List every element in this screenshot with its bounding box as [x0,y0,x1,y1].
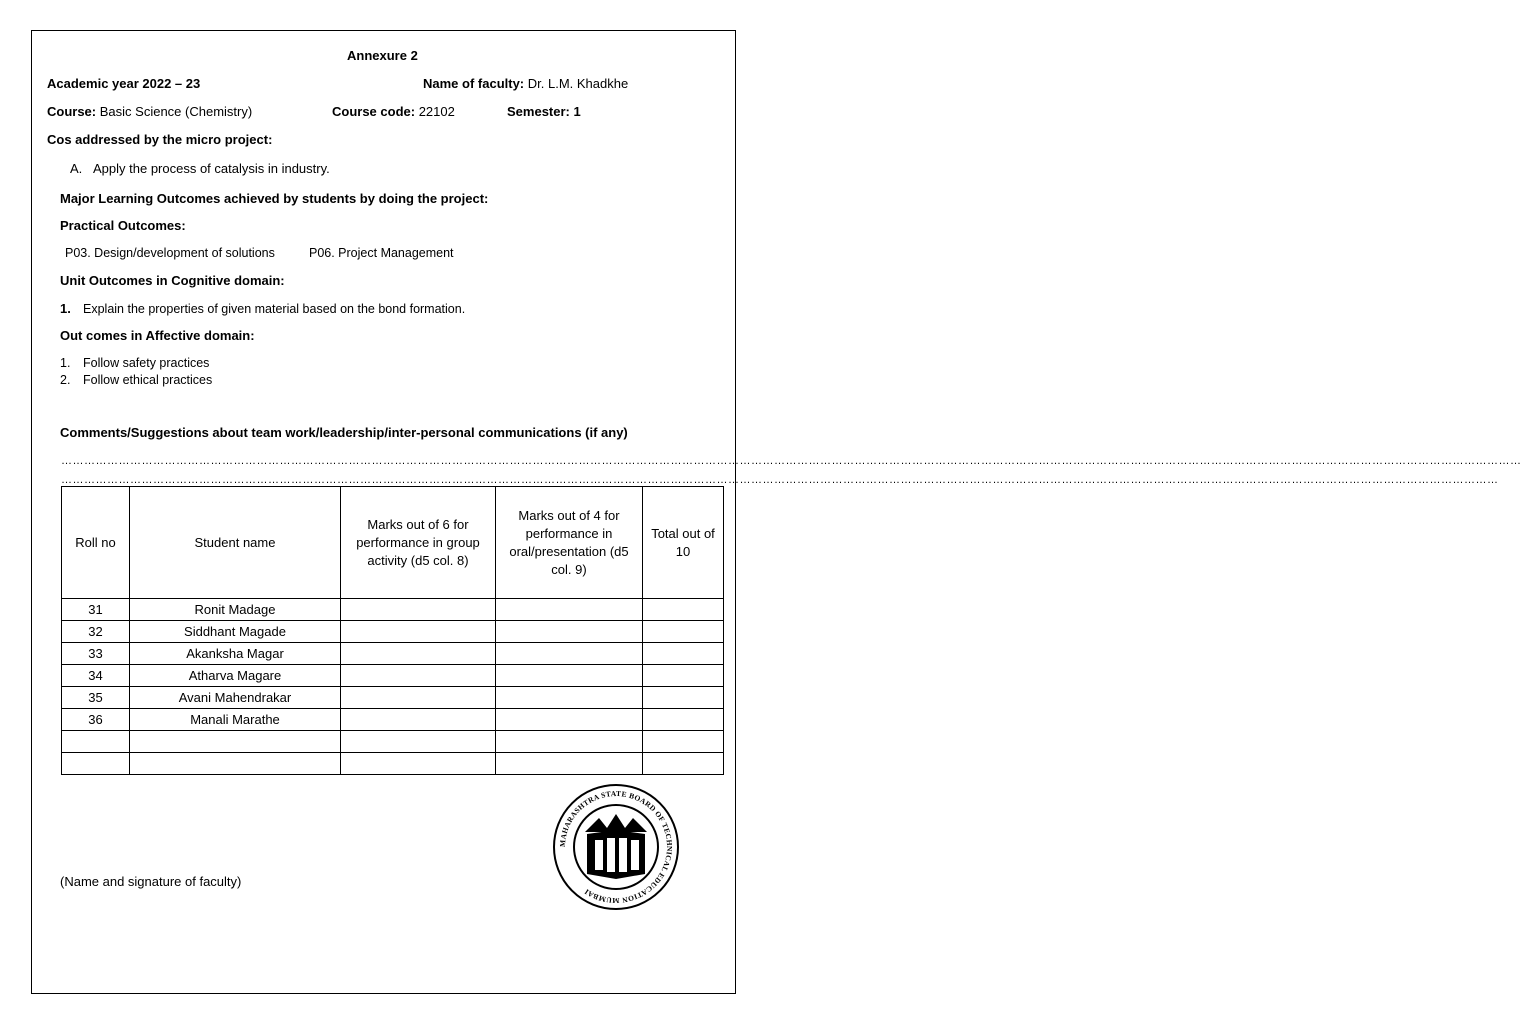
roll-cell [62,731,130,753]
roll-cell: 35 [62,687,130,709]
total-cell [643,599,724,621]
faculty-signature-label: (Name and signature of faculty) [60,874,242,889]
comments-heading: Comments/Suggestions about team work/leadership/inter-personal communications (if any) [60,425,628,440]
total-cell [643,687,724,709]
course [47,104,252,120]
group-marks-cell [341,599,496,621]
comments-line-2: …………………………………………………………………………………………………………………………………………………………………………………………………………………………………………………………………………………………………………………………………………… [61,474,1499,486]
name-cell: Ronit Madage [130,599,341,621]
table-row [62,731,724,753]
header-group-marks: Marks out of 6 for performance in group activity (d5 col. 8) [341,487,496,599]
msbte-seal-icon [551,782,681,912]
name-cell: Avani Mahendrakar [130,687,341,709]
name-cell: Akanksha Magar [130,643,341,665]
total-cell [643,643,724,665]
course-code-label: Course code: [332,104,416,119]
name-cell [130,753,341,775]
header-student-name: Student name [130,487,341,599]
name-cell: Siddhant Magade [130,621,341,643]
semester: Semester: 1 [507,104,581,119]
course-code [332,104,455,120]
roll-cell: 36 [62,709,130,731]
total-cell [643,731,724,753]
group-marks-cell [341,731,496,753]
group-marks-cell [341,753,496,775]
marks-table-header [62,487,724,599]
cognitive-heading: Unit Outcomes in Cognitive domain: [60,273,285,288]
cognitive-item-text: Explain the properties of given material based on the bond formation. [83,302,466,316]
comments-line-1: ………………………………………………………………………………………………………………………………………………………………………………………………………………………………………………………………………………………………………………………………………………… [61,455,1522,467]
oral-marks-cell [496,709,643,731]
affective-item-2-text: Follow ethical practices [83,373,213,387]
name-cell: Manali Marathe [130,709,341,731]
roll-cell: 33 [62,643,130,665]
name-cell [130,731,341,753]
oral-marks-cell [496,599,643,621]
group-marks-cell [341,687,496,709]
faculty-label: Name of faculty: [423,76,525,91]
major-outcomes-heading: Major Learning Outcomes achieved by students by doing the project: [60,191,489,206]
cos-item-marker: A. [70,161,83,176]
faculty-value: Dr. L.M. Khadkhe [527,76,629,91]
header-total: Total out of 10 [643,487,724,599]
total-cell [643,665,724,687]
roll-cell: 31 [62,599,130,621]
cos-item-text: Apply the process of catalysis in industry. [93,161,330,176]
total-cell [643,709,724,731]
faculty-name [423,76,628,92]
total-cell [643,753,724,775]
group-marks-cell [341,643,496,665]
table-row [62,687,724,709]
group-marks-cell [341,665,496,687]
course-value: Basic Science (Chemistry) [99,104,253,119]
document-title: Annexure 2 [347,48,418,63]
roll-cell: 32 [62,621,130,643]
affective-item-1-text: Follow safety practices [83,356,210,370]
table-row [62,753,724,775]
affective-item-2-marker: 2. [60,373,71,387]
oral-marks-cell [496,665,643,687]
group-marks-cell [341,709,496,731]
cognitive-item-marker: 1. [60,301,71,316]
oral-marks-cell [496,687,643,709]
table-row [62,599,724,621]
practical-outcome-2: P06. Project Management [309,246,454,260]
seal-emblem [585,814,647,879]
table-row [62,621,724,643]
oral-marks-cell [496,753,643,775]
affective-item-1-marker: 1. [60,356,71,370]
cos-heading: Cos addressed by the micro project: [47,132,273,147]
practical-outcome-1: P03. Design/development of solutions [65,246,275,260]
group-marks-cell [341,621,496,643]
oral-marks-cell [496,643,643,665]
seal-text: MAHARASHTRA STATE BOARD OF TECHNICAL EDUCATION MUMBAI [557,788,675,906]
total-cell [643,621,724,643]
academic-year: Academic year 2022 – 23 [47,76,201,91]
oral-marks-cell [496,731,643,753]
course-label: Course: [47,104,97,119]
table-row [62,665,724,687]
affective-heading: Out comes in Affective domain: [60,328,255,343]
roll-cell [62,753,130,775]
roll-cell: 34 [62,665,130,687]
table-row [62,643,724,665]
practical-outcomes-heading: Practical Outcomes: [60,218,186,233]
course-code-value: 22102 [418,104,455,119]
table-row [62,709,724,731]
name-cell: Atharva Magare [130,665,341,687]
header-oral-marks: Marks out of 4 for performance in oral/presentation (d5 col. 9) [496,487,643,599]
header-roll-no: Roll no [62,487,130,599]
marks-table [61,486,724,775]
oral-marks-cell [496,621,643,643]
